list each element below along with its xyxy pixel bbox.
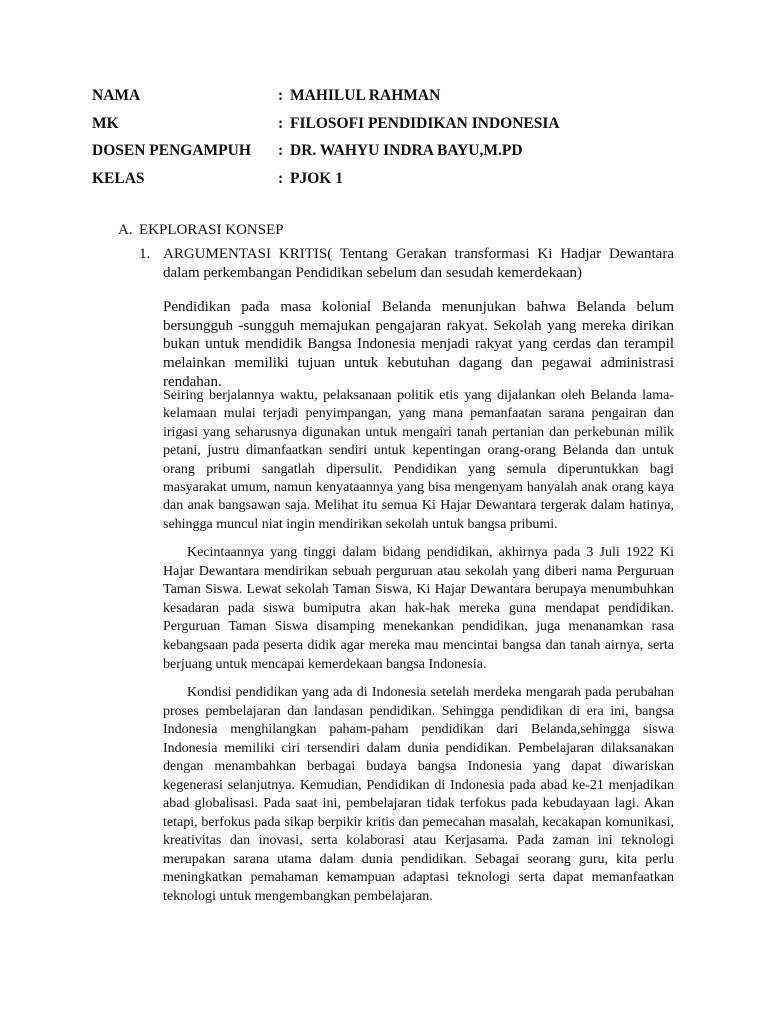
item-title: ARGUMENTASI KRITIS( Tentang Gerakan transformasi Ki Hadjar Dewantara dalam perkembangan Pendidikan sebelum dan sesudah kemerdekaan) xyxy=(163,246,674,281)
list-item xyxy=(139,245,674,282)
header-row-dosen xyxy=(92,142,692,170)
paragraph-politik-etis: Seiring berjalannya waktu, pelaksanaan politik etis yang dijalankan oleh Belanda lama-kelamaan mulai terjadi penyimpangan, yang mana pemanfaatan sarana pengairan dan irigasi yang seharusnya digunakan untuk mengairi tanah pertanian dan perkebunan milik petani, justru dimanfaatkan sendiri untuk kepentingan orang-orang Belanda dan untuk orang pribumi sangatlah dipersulit. Pendidikan yang semula diperuntukkan bagi masyarakat umum, namun kenyataannya yang bisa mengenyam hanyalah anak orang kaya dan anak bangsawan saja. Melihat itu semua Ki Hajar Dewantara tergerak dalam hatinya, sehingga muncul niat ingin mendirikan sekolah untuk bangsa pribumi. xyxy=(163,388,674,532)
header-label: MK xyxy=(92,114,119,132)
header-row-nama xyxy=(92,87,692,115)
header-value: DR. WAHYU INDRA BAYU,M.PD xyxy=(290,142,523,159)
header-row-mk xyxy=(92,115,692,143)
identity-header xyxy=(92,87,692,197)
header-value: FILOSOFI PENDIDIKAN INDONESIA xyxy=(290,114,560,132)
header-row-kelas xyxy=(92,170,692,198)
paragraph-colonial: Pendidikan pada masa kolonial Belanda menunjukan bahwa Belanda belum bersungguh -sungguh memajukan pengajaran rakyat. Sekolah yang mereka dirikan bukan untuk mendidik Bangsa Indonesia menjadi rakyat yang cerdas dan terampil melainkan memiliki tujuan untuk kebutuhan dagang dan pegawai administrasi rendahan. xyxy=(163,299,674,390)
paragraph-taman-siswa: Kecintaannya yang tinggi dalam bidang pendidikan, akhirnya pada 3 Juli 1922 Ki Hajar Dewantara mendirikan sebuah perguruan atau sekolah yang diberi nama Perguruan Taman Siswa. Lewat sekolah Taman Siswa, Ki Hajar Dewantara berupaya menumbuhkan kesadaran pada siswa bumiputra akan hak-hak mereka guna mendapat pendidikan. Perguruan Taman Siswa disamping menekankan pendidikan, juga menanamkan rasa kebangsaan pada peserta didik agar mereka mau mencintai bangsa dan tanah airnya, serta berjuang untuk mencapai kemerdekaan bangsa Indonesia. xyxy=(163,545,674,672)
header-colon: : xyxy=(278,142,284,159)
header-colon: : xyxy=(278,169,284,187)
paragraph-after-independence: Kondisi pendidikan yang ada di Indonesia setelah merdeka mengarah pada perubahan proses pembelajaran dan landasan pendidikan. Sehingga pendidikan di era ini, bangsa Indonesia menghilangkan paham-paham pendidikan dari Belanda,sehingga siswa Indonesia memiliki ciri tersendiri dalam dunia pendidikan. Pembelajaran dilaksanakan dengan menambahkan berbagai budaya bangsa Indonesia yang dapat diwariskan kegenerasi selanjutnya. Kemudian, Pendidikan di Indonesia pada abad ke-21 menjadikan abad globalisasi. Pada saat ini, pembelajaran tidak terfokus pada kebudayaan lagi. Akan tetapi, berfokus pada sikap berpikir kritis dan pemecahan masalah, kecakapan komunikasi, kreativitas dan inovasi, serta kolaborasi atau Kerjasama. Pada zaman ini teknologi merupakan sarana utama dalam dunia pendidikan. Sebagai seorang guru, kita perlu meningkatkan pemahaman kemampuan adaptasi teknologi serta dapat memanfaatkan teknologi untuk mengembangkan pembelajaran. xyxy=(163,685,674,904)
header-value: MAHILUL RAHMAN xyxy=(290,87,441,104)
header-colon: : xyxy=(278,114,284,132)
item-number: 1. xyxy=(139,246,151,262)
header-label: DOSEN PENGAMPUH xyxy=(92,142,251,159)
section-heading xyxy=(118,222,284,239)
header-colon: : xyxy=(278,87,284,104)
header-label: KELAS xyxy=(92,169,145,187)
section-letter: A. xyxy=(118,222,133,238)
section-title: EKPLORASI KONSEP xyxy=(139,222,284,238)
header-value: PJOK 1 xyxy=(290,169,343,187)
header-label: NAMA xyxy=(92,87,141,104)
